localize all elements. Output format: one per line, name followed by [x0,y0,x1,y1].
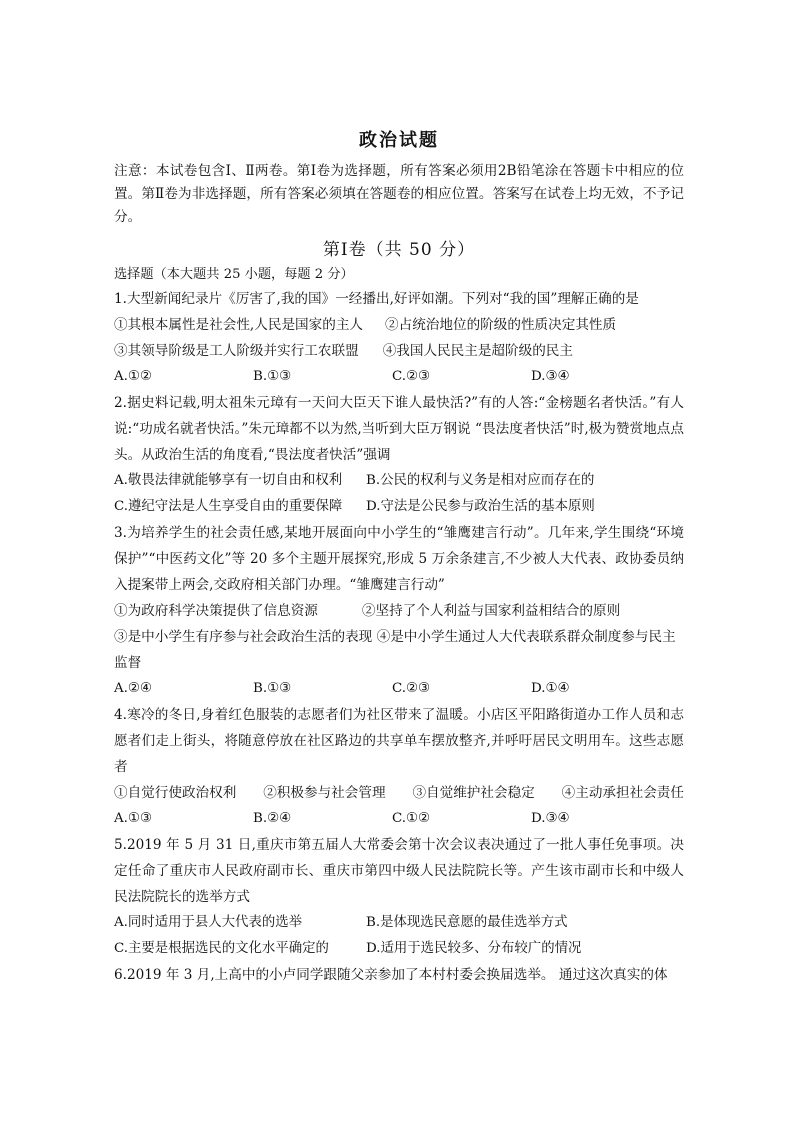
option: D.③④ [531,811,570,826]
option: D.①④ [531,681,570,696]
question-3 [114,520,684,702]
statement: ④我国人民民主是超阶级的民主 [382,343,573,359]
question-4 [114,702,684,832]
question-options [114,468,684,520]
question-stem: 4.寒冷的冬日,身着红色服装的志愿者们为社区带来了温暖。小店区平阳路街道办工作人员和志愿者们走上街头，将随意停放在社区路边的共享单车摆放整齐,并呼吁居民文明用车。这些志愿者 [114,707,684,775]
option: B.是体现选民意愿的最佳选举方式 [366,915,568,930]
question-stem: 2.据史料记载,明太祖朱元璋有一天问大臣天下谁人最快活?”有的人答:“金榜题名者快活。”有人说:“功成名就者快活。”朱元璋都不以为然,当听到大臣万钢说 “畏法度者快活”时,极为赞赏地点点头。从政治生活的角度看,“畏法度者快活”强调 [114,395,684,463]
section-title: 第Ⅰ卷（共 50 分） [322,240,476,260]
question-statements [114,598,684,676]
option: A.①③ [114,811,152,826]
question-5 [114,832,684,962]
statement: ③是中小学生有序参与社会政治生活的表现 [114,629,373,645]
section-intro: 选择题（本大题共 25 小题，每题 2 分） [114,267,354,282]
statement: ②积极参与社会管理 [263,785,386,801]
question-options [114,364,684,390]
exam-title: 政治试题 [359,130,439,151]
statement: ②坚持了个人利益与国家利益相结合的原则 [361,603,621,619]
option: B.①③ [253,369,292,384]
question-options [114,910,684,962]
question-6 [114,962,684,988]
option: D.适用于选民较多、分布较广的情况 [366,941,582,956]
option: A.①② [114,369,152,384]
statement: ②占统治地位的阶级的性质决定其性质 [385,317,617,333]
question-stem: 5.2019 年 5 月 31 日,重庆市第五届人大常委会第十次会议表决通过了一批人事任免事项。决定任命了重庆市人民政府副市长、重庆市第四中级人民法院院长等。产生该市副市长和中级人民法院院长的选举方式 [114,837,684,905]
statement: ③其领导阶级是工人阶级并实行工农联盟 [114,343,359,359]
question-1 [114,286,684,390]
statement: ④是中小学生通过人大代表联系群众制度参与民主监督 [114,629,676,671]
question-2 [114,390,684,520]
question-statements [114,780,684,806]
option: A.②④ [114,681,152,696]
question-statements [114,312,684,364]
question-stem: 6.2019 年 3 月,上高中的小卢同学跟随父亲参加了本村村委会换届选举。 通过这次真实的体 [114,967,668,983]
option: B.①③ [253,681,292,696]
option: C.②③ [392,369,431,384]
statement: ④主动承担社会责任 [561,785,684,801]
option: D.守法是公民参与政治生活的基本原则 [366,499,595,514]
statement: ③自觉维护社会稳定 [412,785,535,801]
option: A.同时适用于县人大代表的选举 [114,915,303,930]
question-stem: 1.大型新闻纪录片《厉害了,我的国》一经播出,好评如潮。下列对“我的国”理解正确的是 [114,291,639,307]
option: C.①② [392,811,431,826]
statement: ①自觉行使政治权利 [114,785,237,801]
option: D.③④ [531,369,570,384]
question-options [114,676,684,702]
option: A.敬畏法律就能够享有一切自由和权利 [114,473,343,488]
statement: ①为政府科学决策提供了信息资源 [114,603,318,619]
option: B.②④ [253,811,292,826]
option: C.②③ [392,681,431,696]
option: C.主要是根据选民的文化水平确定的 [114,941,329,956]
exam-notice: 注意：本试卷包含Ⅰ、Ⅱ两卷。第Ⅰ卷为选择题，所有答案必须用2B铅笔涂在答题卡中相应的位置。第Ⅱ卷为非选择题，所有答案必须填在答题卷的相应位置。答案写在试卷上均无效，不予记分。 [114,163,684,225]
question-stem: 3.为培养学生的社会责任感,某地开展面向中小学生的“雏鹰建言行动”。几年来,学生围绕“环境保护”“中医药文化”等 20 多个主题开展探究,形成 5 万余条建言,不少被人大代表、政协委员纳入提案带上两会,交政府相关部门办理。“雏鹰建言行动” [114,525,684,593]
option: C.遵纪守法是人生享受自由的重要保障 [114,499,343,514]
statement: ①其根本属性是社会性,人民是国家的主人 [114,317,364,333]
question-options [114,806,684,832]
option: B.公民的权利与义务是相对应而存在的 [366,473,595,488]
